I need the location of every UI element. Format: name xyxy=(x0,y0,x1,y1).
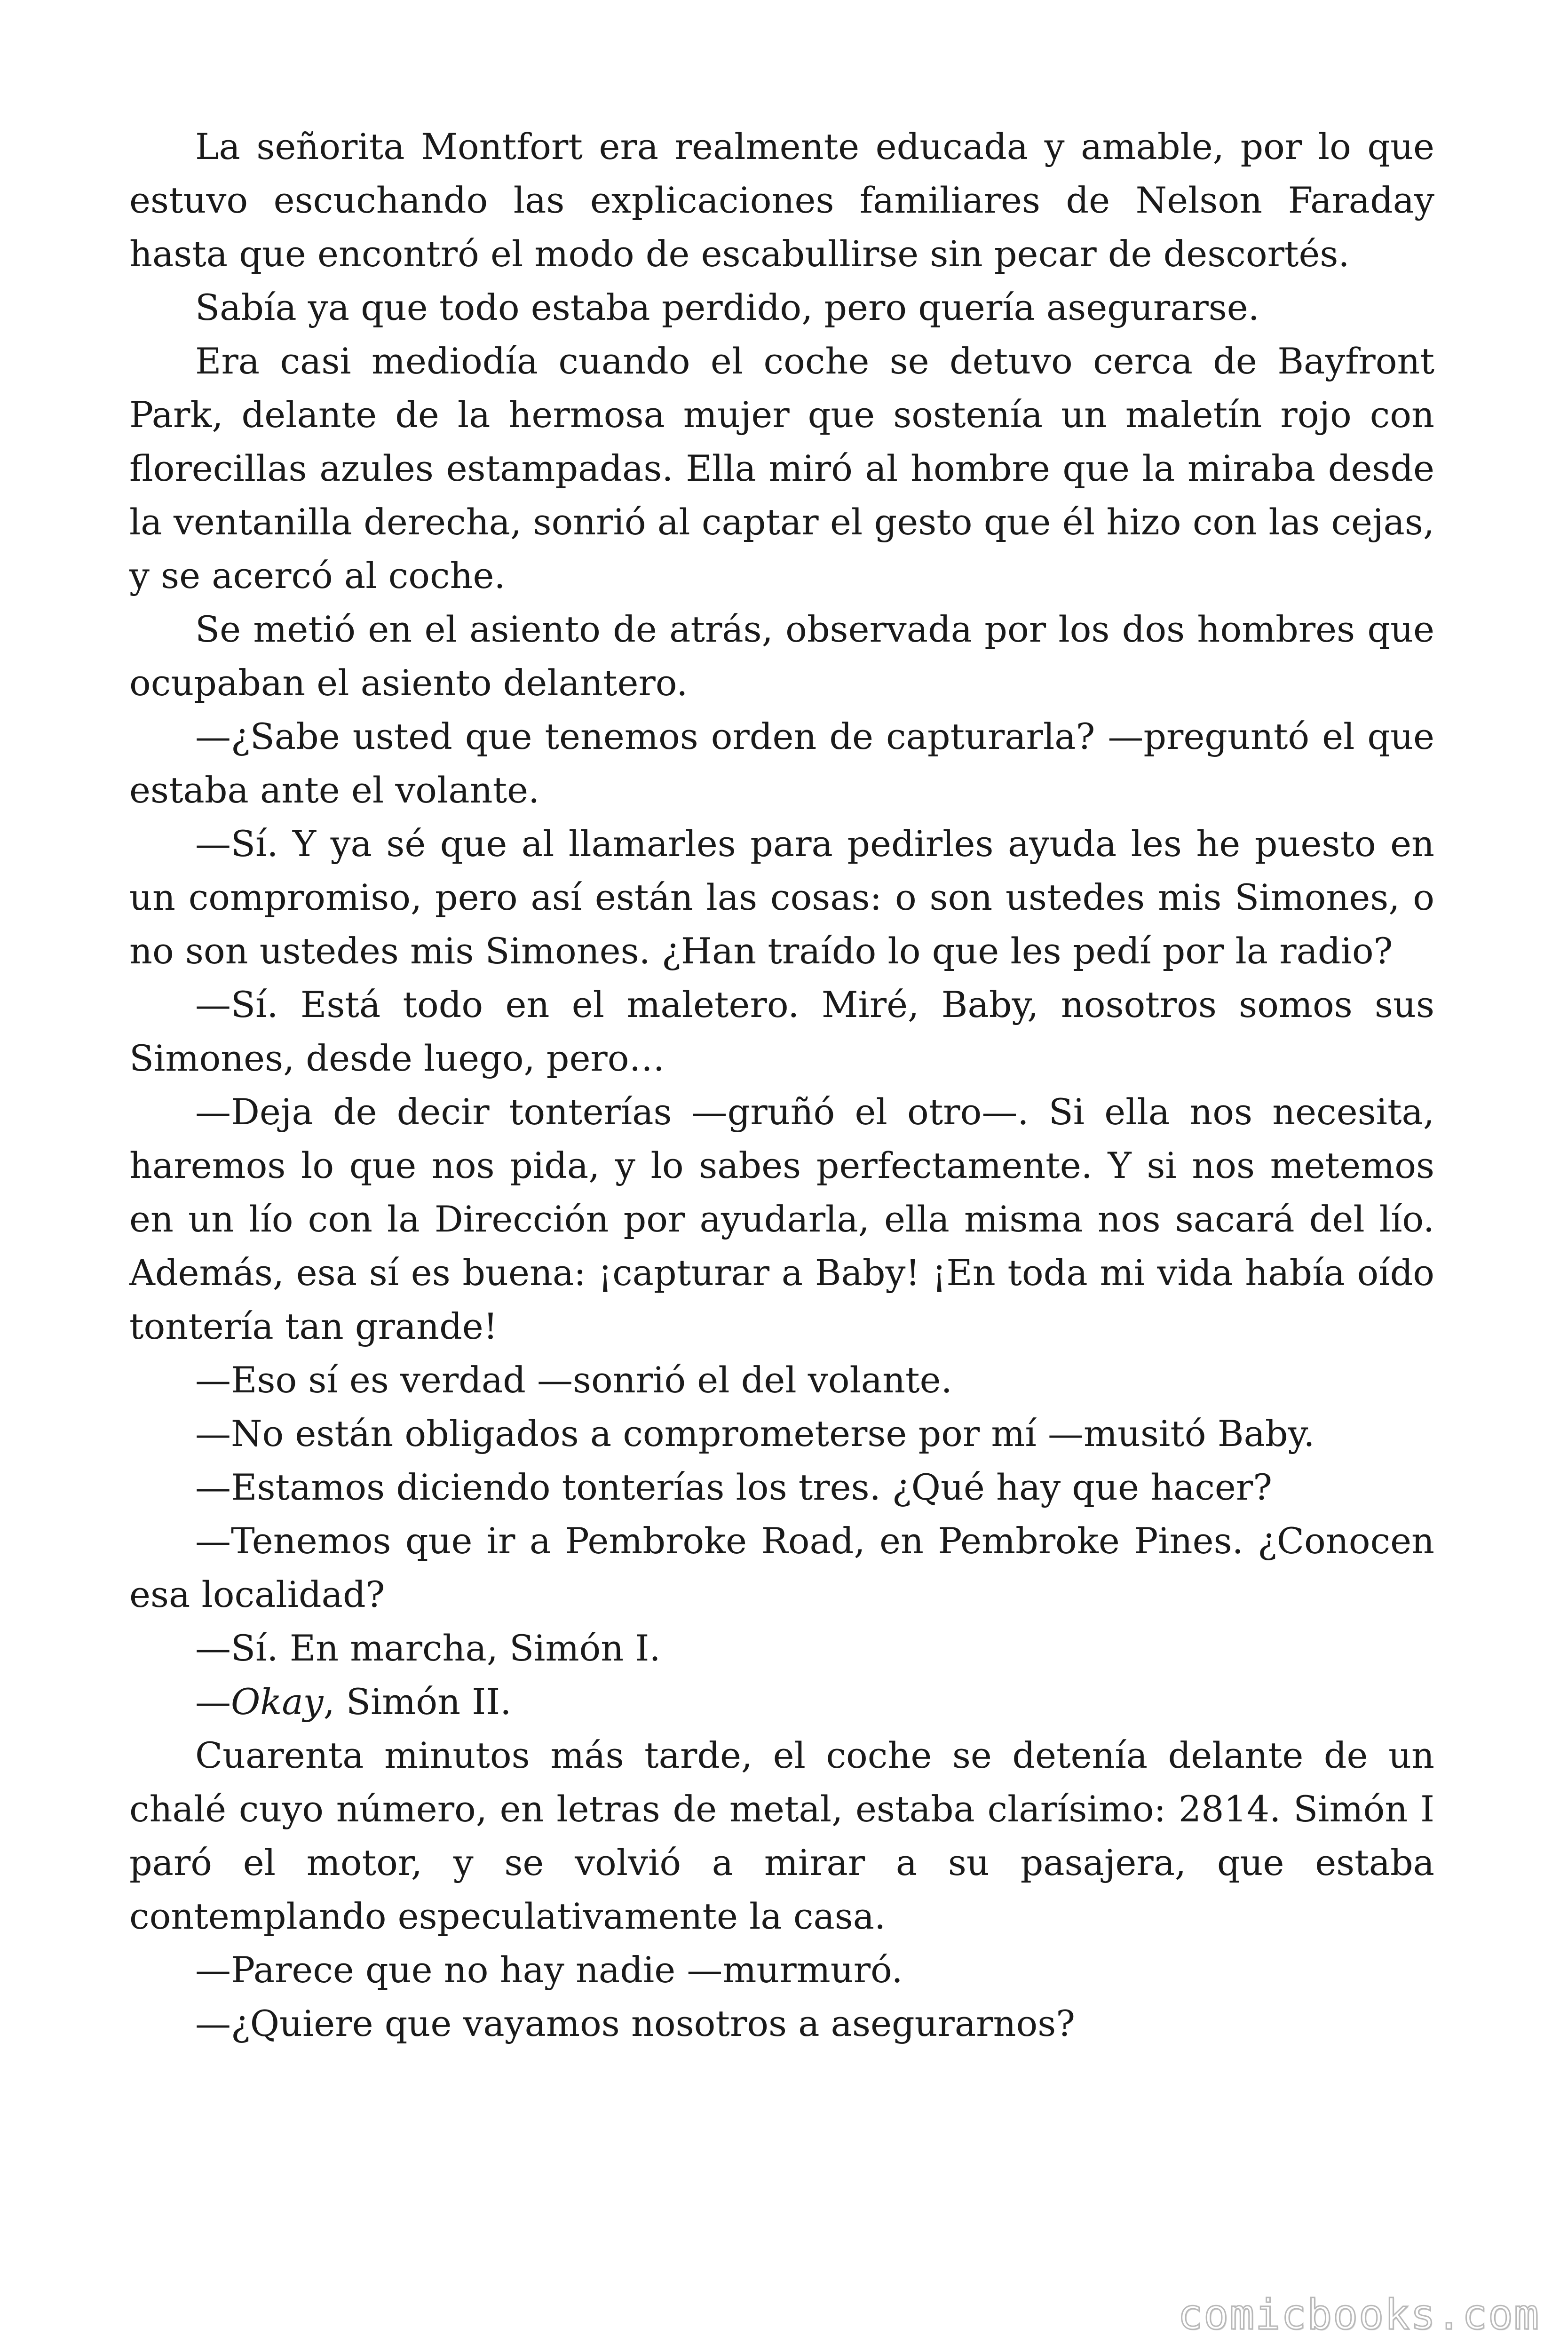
dialogue-paragraph: —No están obligados a comprometerse por mí —musitó Baby. xyxy=(195,1413,1315,1454)
paragraph: La señorita Montfort era realmente educada y amable, por lo que estuvo escuchando las explicaciones familiares de Nelson Faraday hasta que encontró el modo de escabullirse sin pecar de descortés. xyxy=(129,126,1434,275)
dialogue-paragraph xyxy=(129,1675,1434,1729)
dialogue-dash: — xyxy=(195,1681,231,1723)
paragraph: Sabía ya que todo estaba perdido, pero quería asegurarse. xyxy=(195,286,1259,328)
dialogue-paragraph: —Tenemos que ir a Pembroke Road, en Pembroke Pines. ¿Conocen esa localidad? xyxy=(129,1520,1434,1615)
body-text xyxy=(129,120,1434,2050)
paragraph: Se metió en el asiento de atrás, observada por los dos hombres que ocupaban el asiento delantero. xyxy=(129,608,1434,704)
dialogue-paragraph: —Estamos diciendo tonterías los tres. ¿Qué hay que hacer? xyxy=(195,1466,1272,1508)
dialogue-paragraph: —Parece que no hay nadie —murmuró. xyxy=(195,1949,903,1991)
dialogue-paragraph: —Eso sí es verdad —sonrió el del volante. xyxy=(195,1359,952,1401)
dialogue-paragraph: —Deja de decir tonterías —gruñó el otro—. Si ella nos necesita, haremos lo que nos pida, y lo sabes perfectamente. Y si nos metemos en un lío con la Dirección por ayudarla, ella misma nos sacará del lío. Además, esa sí es buena: ¡capturar a Baby! ¡En toda mi vida había oído tontería tan grande! xyxy=(129,1091,1434,1347)
paragraph: Cuarenta minutos más tarde, el coche se detenía delante de un chalé cuyo número, en letras de metal, estaba clarísimo: 2814. Simón I paró el motor, y se volvió a mirar a su pasajera, que estaba contemplando especulativamente la casa. xyxy=(129,1734,1434,1937)
dialogue-paragraph: —Sí. Y ya sé que al llamarles para pedirles ayuda les he puesto en un compromiso, pero así están las cosas: o son ustedes mis Simones, o no son ustedes mis Simones. ¿Han traído lo que les pedí por la radio? xyxy=(129,823,1434,972)
dialogue-paragraph: —¿Quiere que vayamos nosotros a asegurarnos? xyxy=(195,2002,1075,2044)
dialogue-paragraph: —Sí. Está todo en el maletero. Miré, Baby, nosotros somos sus Simones, desde luego, pero… xyxy=(129,984,1434,1079)
watermark-text: comicbooks.com xyxy=(1178,2290,1540,2339)
dialogue-paragraph: —Sí. En marcha, Simón I. xyxy=(195,1627,661,1669)
italic-word: Okay xyxy=(231,1681,324,1723)
dialogue-rest: , Simón II. xyxy=(323,1681,512,1723)
dialogue-paragraph: —¿Sabe usted que tenemos orden de capturarla? —preguntó el que estaba ante el volante. xyxy=(129,715,1434,811)
paragraph: Era casi mediodía cuando el coche se detuvo cerca de Bayfront Park, delante de la hermosa mujer que sostenía un maletín rojo con florecillas azules estampadas. Ella miró al hombre que la miraba desde la ventanilla derecha, sonrió al captar el gesto que él hizo con las cejas, y se acercó al coche. xyxy=(129,340,1434,596)
